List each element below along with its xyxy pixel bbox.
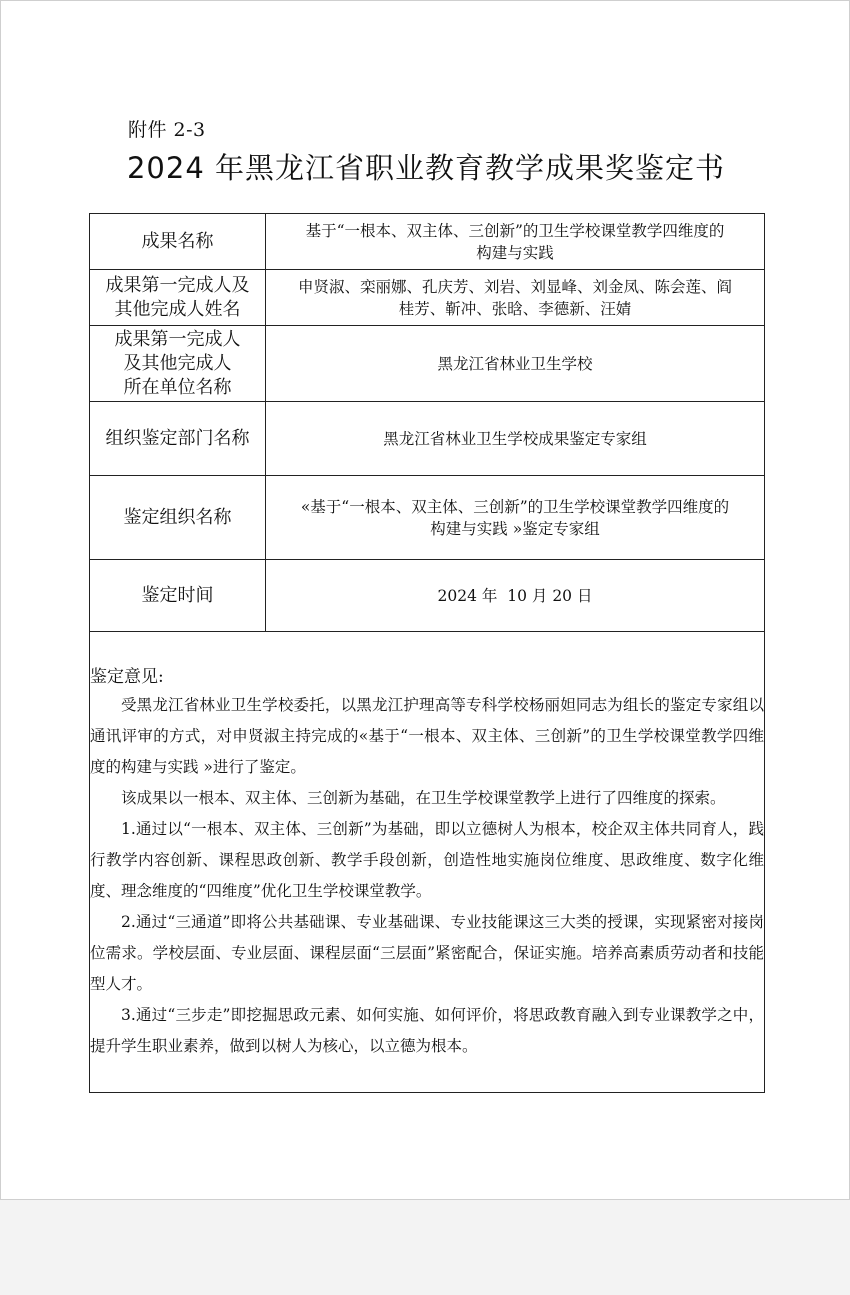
row-appraisal-organization [90, 476, 765, 560]
value-achievement-name: 基于“一根本、双主体、三创新”的卫生学校课堂教学四维度的 构建与实践 [266, 214, 765, 270]
appraisal-form-table [89, 213, 765, 1093]
opinion-paragraph: 2.通过“三通道”即将公共基础课、专业基础课、专业技能课这三大类的授课，实现紧密对接岗位需求。学校层面、专业层面、课程层面“三层面”紧密配合，保证实施。培养高素质劳动者和技能型人才。 [90, 913, 764, 993]
value-appraisal-date: 2024 年 10 月 20 日 [266, 560, 765, 632]
value-completer-unit: 黑龙江省林业卫生学校 [266, 326, 765, 402]
appraisal-opinion-cell [90, 632, 765, 1093]
row-completers [90, 270, 765, 326]
label-appraisal-date: 鉴定时间 [90, 560, 266, 632]
opinion-paragraph: 该成果以一根本、双主体、三创新为基础，在卫生学校课堂教学上进行了四维度的探索。 [121, 789, 726, 807]
document-title: 2024 年黑龙江省职业教育教学成果奖鉴定书 [126, 151, 726, 185]
opinion-heading: 鉴定意见: [90, 667, 164, 687]
value-appraisal-organization: «基于“一根本、双主体、三创新”的卫生学校课堂教学四维度的 构建与实践 »鉴定专家组 [266, 476, 765, 560]
row-completer-unit [90, 326, 765, 402]
label-completer-unit: 成果第一完成人 及其他完成人 所在单位名称 [90, 326, 266, 402]
label-organizing-department: 组织鉴定部门名称 [90, 402, 266, 476]
opinion-paragraph: 受黑龙江省林业卫生学校委托，以黑龙江护理高等专科学校杨丽妲同志为组长的鉴定专家组以通讯评审的方式，对申贤淑主持完成的«基于“一根本、双主体、三创新”的卫生学校课堂教学四维度的构建与实践 »进行了鉴定。 [90, 696, 764, 776]
value-organizing-department: 黑龙江省林业卫生学校成果鉴定专家组 [266, 402, 765, 476]
label-achievement-name: 成果名称 [90, 214, 266, 270]
row-appraisal-date [90, 560, 765, 632]
attachment-label: 附件 2-3 [128, 119, 206, 141]
row-appraisal-opinion [90, 632, 765, 1093]
opinion-paragraph: 3.通过“三步走”即挖掘思政元素、如何实施、如何评价，将思政教育融入到专业课教学之中，提升学生职业素养，做到以树人为核心，以立德为根本。 [90, 1006, 764, 1055]
row-achievement-name [90, 214, 765, 270]
row-organizing-department [90, 402, 765, 476]
label-completers: 成果第一完成人及 其他完成人姓名 [90, 270, 266, 326]
label-appraisal-organization: 鉴定组织名称 [90, 476, 266, 560]
value-completers: 申贤淑、栾丽娜、孔庆芳、刘岩、刘显峰、刘金凤、陈会莲、阎 桂芳、靳冲、张晗、李德新、汪婧 [266, 270, 765, 326]
opinion-paragraph: 1.通过以“一根本、双主体、三创新”为基础，即以立德树人为根本，校企双主体共同育人，践行教学内容创新、课程思政创新、教学手段创新，创造性地实施岗位维度、思政维度、数字化维度、理念维度的“四维度”优化卫生学校课堂教学。 [90, 820, 764, 900]
